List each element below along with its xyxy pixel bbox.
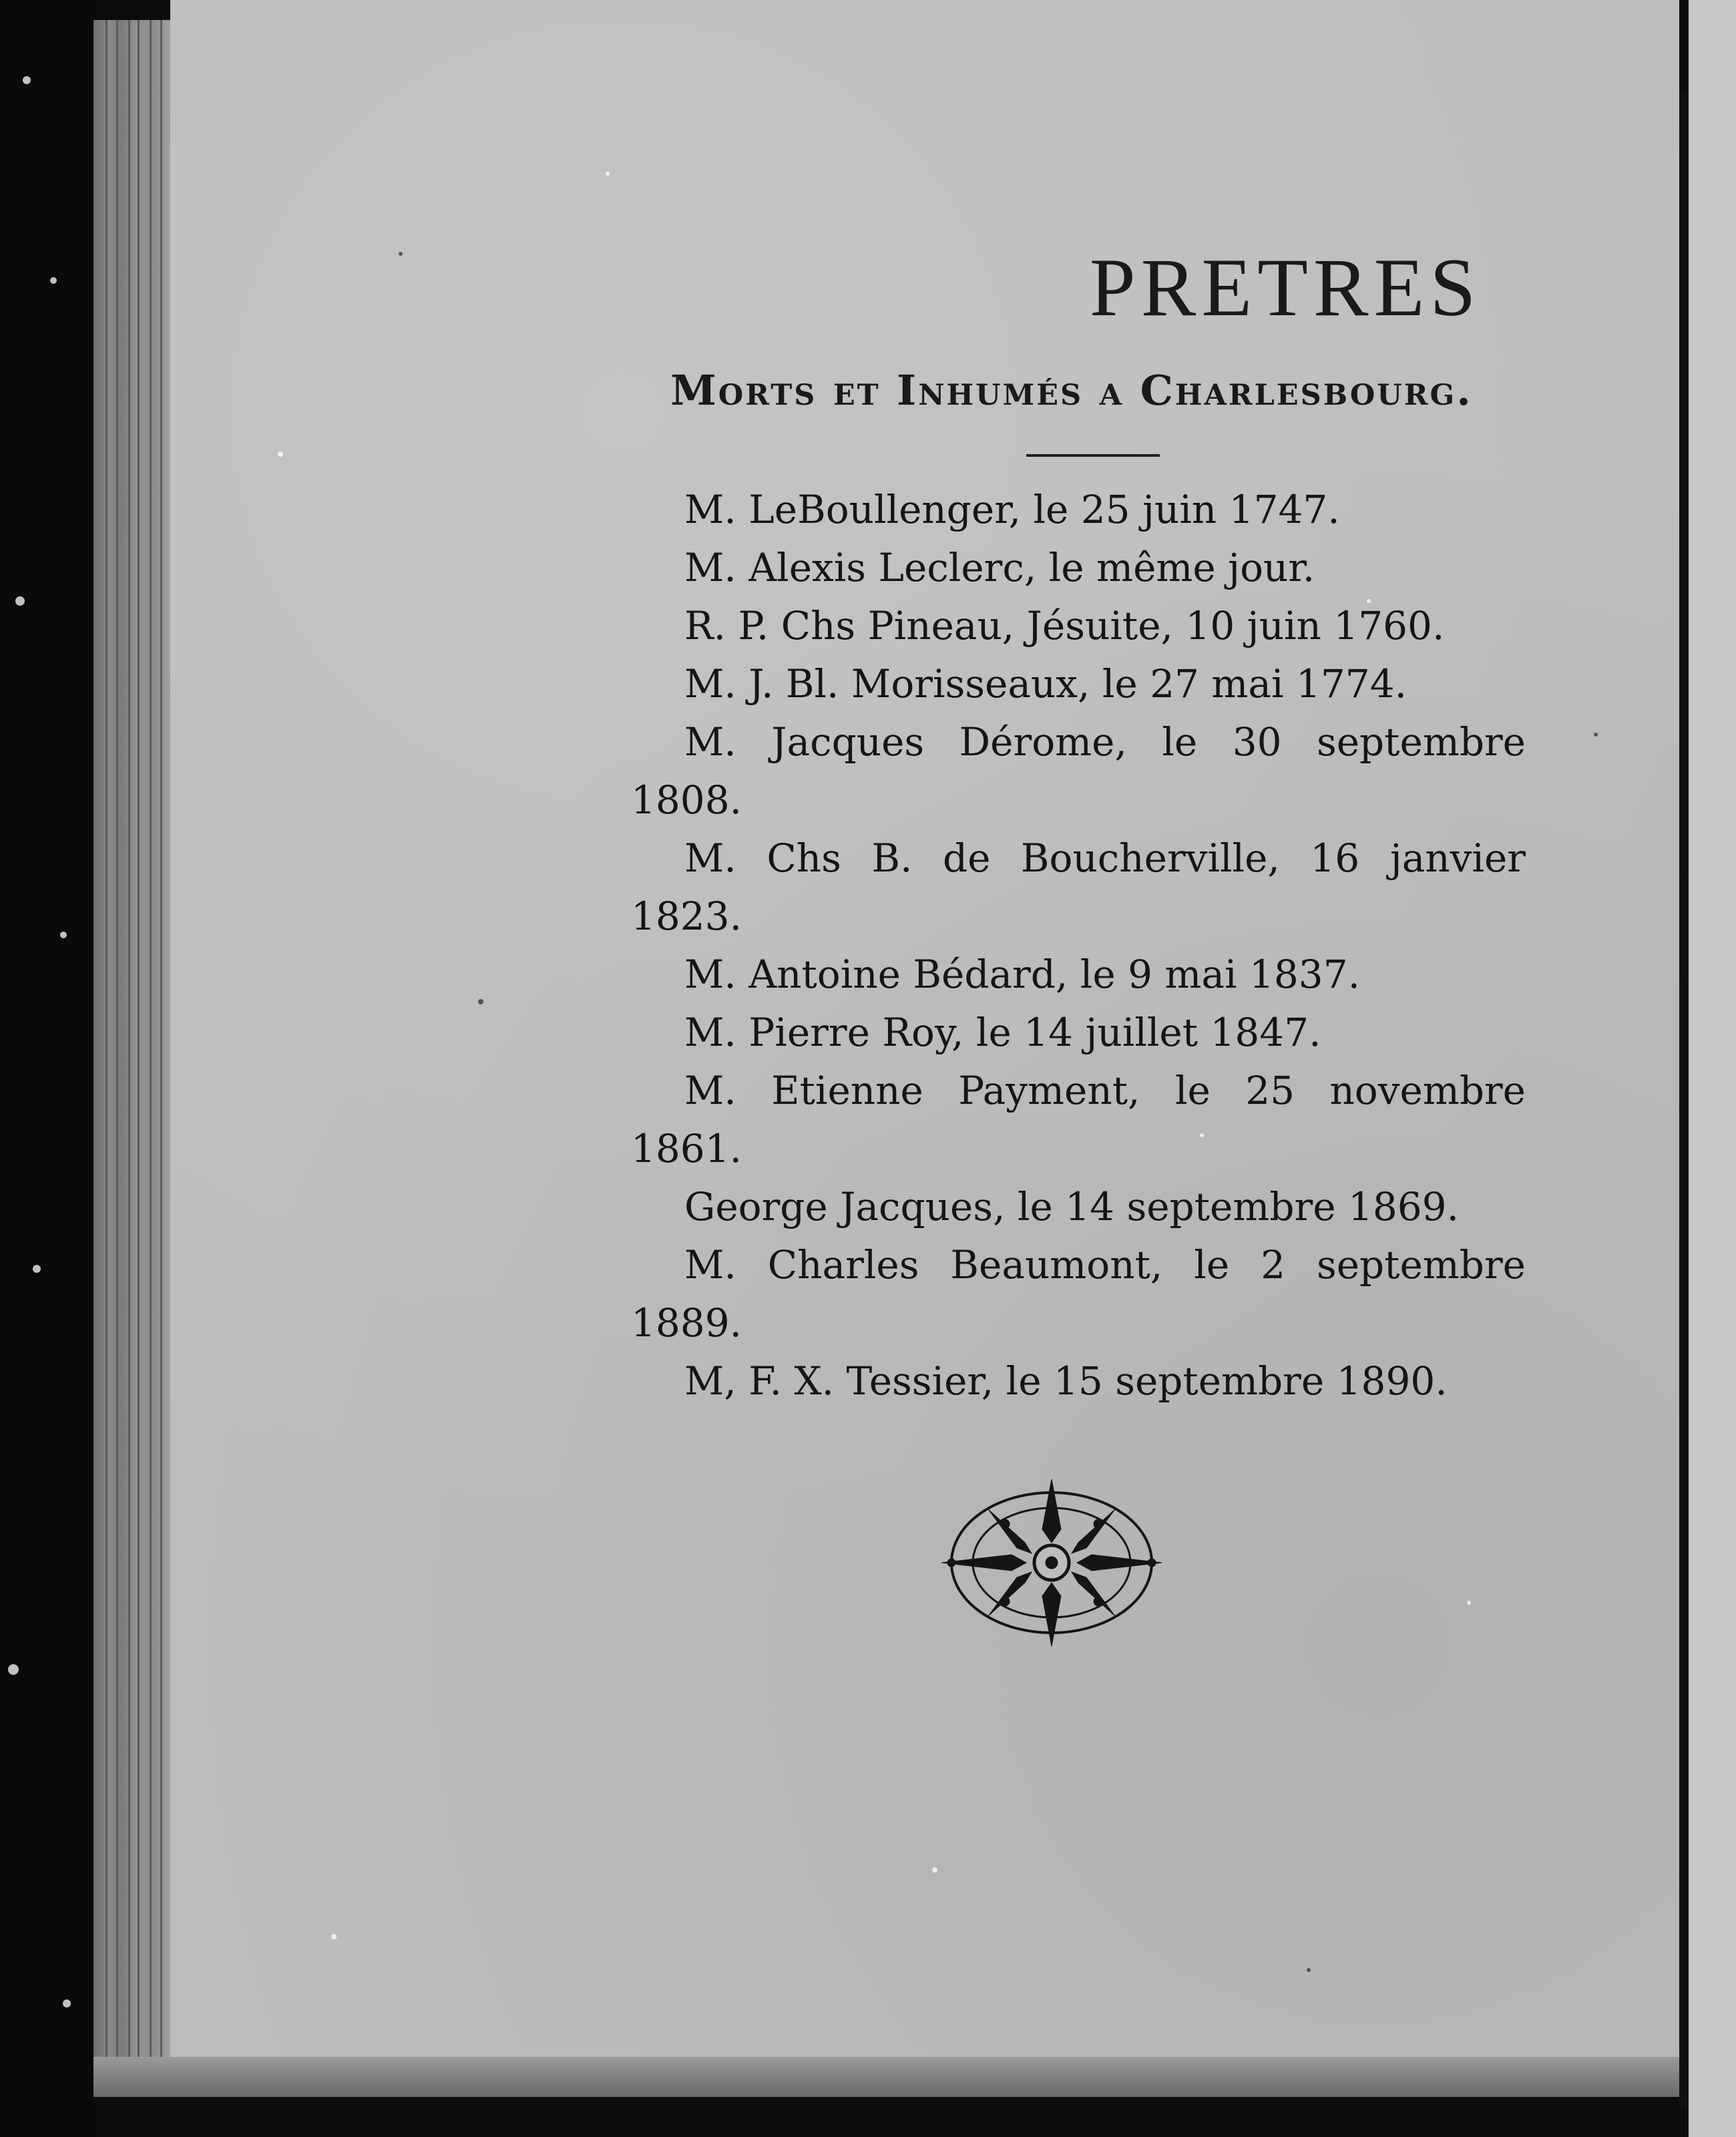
page-content [170, 0, 1679, 2057]
page-edges [93, 20, 174, 2077]
priest-list [631, 481, 1526, 1410]
list-item: M. Chs B. de Boucherville, 16 janvier 1823. [631, 835, 1526, 939]
page-subtitle: Morts et Inhumés a Charlesbourg. [670, 366, 1473, 415]
list-item: M, F. X. Tessier, le 15 septembre 1890. [684, 1358, 1448, 1404]
list-item: M. Charles Beaumont, le 2 septembre 1889. [631, 1242, 1526, 1346]
list-item: M. LeBoullenger, le 25 juin 1747. [684, 487, 1340, 532]
film-margin-left [0, 0, 93, 2137]
list-item: M. Etienne Payment, le 25 novembre 1861. [631, 1068, 1526, 1171]
list-item: M. Antoine Bédard, le 9 mai 1837. [684, 952, 1361, 997]
list-item: M. J. Bl. Morisseaux, le 27 mai 1774. [684, 661, 1407, 707]
page-bottom-edge [93, 2057, 1679, 2097]
floral-ornament-icon [938, 1476, 1165, 1649]
page-title: PRETRES [1089, 242, 1482, 333]
list-item: George Jacques, le 14 septembre 1869. [684, 1184, 1459, 1229]
list-item: R. P. Chs Pineau, Jésuite, 10 juin 1760. [684, 603, 1445, 648]
list-item: M. Jacques Dérome, le 30 septembre 1808. [631, 719, 1526, 823]
divider-rule [1026, 454, 1160, 457]
list-item: M. Alexis Leclerc, le même jour. [684, 545, 1315, 590]
list-item: M. Pierre Roy, le 14 juillet 1847. [684, 1010, 1321, 1055]
